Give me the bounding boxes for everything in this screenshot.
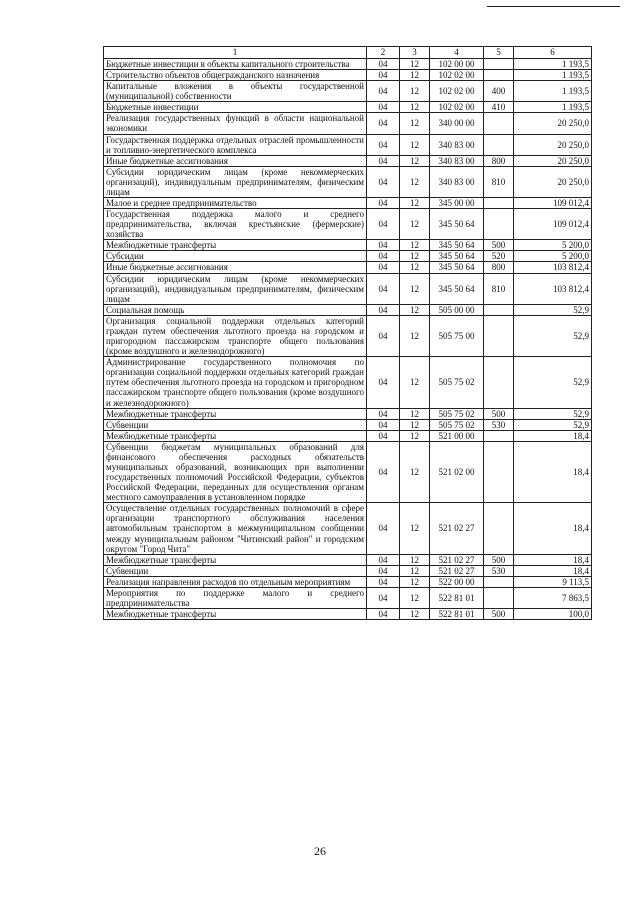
- table-row: [104, 554, 592, 565]
- expense-type-code: 500: [484, 554, 514, 565]
- expense-type-code: [484, 441, 514, 502]
- column-header: 6: [514, 47, 592, 59]
- target-article-code: 505 75 02: [430, 419, 484, 430]
- column-header: 5: [484, 47, 514, 59]
- subsection-code: 12: [400, 565, 430, 576]
- table-row: [104, 59, 592, 70]
- item-name: Субсидии юридическим лицам (кроме некоммерческих организаций), индивидуальным предпринимателям, физическим лицам: [104, 273, 367, 304]
- section-code: 04: [367, 262, 400, 273]
- expense-type-code: [484, 430, 514, 441]
- table-row: [104, 430, 592, 441]
- expense-type-code: [484, 357, 514, 408]
- section-code: 04: [367, 134, 400, 155]
- target-article-code: 522 00 00: [430, 576, 484, 587]
- subsection-code: 12: [400, 262, 430, 273]
- item-name: Бюджетные инвестиции в объекты капитального строительства: [104, 59, 367, 70]
- section-code: 04: [367, 565, 400, 576]
- amount: 5 200,0: [514, 240, 592, 251]
- expense-type-code: [484, 113, 514, 134]
- amount: 1 193,5: [514, 59, 592, 70]
- subsection-code: 12: [400, 419, 430, 430]
- target-article-code: 521 02 00: [430, 441, 484, 502]
- column-header: 4: [430, 47, 484, 59]
- subsection-code: 12: [400, 70, 430, 81]
- target-article-code: 345 50 64: [430, 262, 484, 273]
- item-name: Межбюджетные трансферты: [104, 609, 367, 620]
- item-name: Субвенции бюджетам муниципальных образований для финансового обеспечения расходных обязательств муниципальных образований, возникающих при выполнении государственных полномочий Российской Федерации, субъектов Российской Федерации, переданных для осуществления органам местного самоуправления в установленном порядке: [104, 441, 367, 502]
- table-row: [104, 273, 592, 304]
- item-name: Межбюджетные трансферты: [104, 430, 367, 441]
- amount: 20 250,0: [514, 134, 592, 155]
- table-row: [104, 251, 592, 262]
- target-article-code: 505 75 00: [430, 315, 484, 356]
- section-code: 04: [367, 209, 400, 240]
- top-rule: [487, 6, 620, 7]
- expense-type-code: 800: [484, 262, 514, 273]
- item-name: Межбюджетные трансферты: [104, 554, 367, 565]
- subsection-code: 12: [400, 240, 430, 251]
- amount: 52,9: [514, 304, 592, 315]
- section-code: 04: [367, 430, 400, 441]
- expense-type-code: 500: [484, 609, 514, 620]
- section-code: 04: [367, 408, 400, 419]
- table-row: [104, 102, 592, 113]
- expense-type-code: [484, 503, 514, 554]
- table-row: [104, 609, 592, 620]
- item-name: Малое и среднее предпринимательство: [104, 198, 367, 209]
- item-name: Субсидии юридическим лицам (кроме некоммерческих организаций), индивидуальным предпринимателям, физическим лицам: [104, 166, 367, 197]
- subsection-code: 12: [400, 441, 430, 502]
- subsection-code: 12: [400, 587, 430, 608]
- section-code: 04: [367, 113, 400, 134]
- subsection-code: 12: [400, 81, 430, 102]
- item-name: Организация социальной поддержки отдельных категорий граждан путем обеспечения льготного проезда на городском и пригородном пассажирском транспорте общего пользования (кроме воздушного и железнодорожного): [104, 315, 367, 356]
- table-row: [104, 565, 592, 576]
- amount: 18,4: [514, 565, 592, 576]
- section-code: 04: [367, 81, 400, 102]
- amount: 7 863,5: [514, 587, 592, 608]
- target-article-code: 102 02 00: [430, 81, 484, 102]
- table-row: [104, 81, 592, 102]
- target-article-code: 340 83 00: [430, 134, 484, 155]
- subsection-code: 12: [400, 408, 430, 419]
- table-row: [104, 357, 592, 408]
- table-row: [104, 198, 592, 209]
- item-name: Субвенции: [104, 419, 367, 430]
- amount: 1 193,5: [514, 102, 592, 113]
- section-code: 04: [367, 357, 400, 408]
- section-code: 04: [367, 503, 400, 554]
- amount: 18,4: [514, 503, 592, 554]
- item-name: Строительство объектов общегражданского назначения: [104, 70, 367, 81]
- section-code: 04: [367, 304, 400, 315]
- item-name: Реализация государственных функций в области национальной экономики: [104, 113, 367, 134]
- target-article-code: 505 00 00: [430, 304, 484, 315]
- subsection-code: 12: [400, 155, 430, 166]
- subsection-code: 12: [400, 430, 430, 441]
- table-row: [104, 304, 592, 315]
- subsection-code: 12: [400, 609, 430, 620]
- item-name: Иные бюджетные ассигнования: [104, 155, 367, 166]
- column-header: 2: [367, 47, 400, 59]
- target-article-code: 505 75 02: [430, 357, 484, 408]
- expense-type-code: [484, 209, 514, 240]
- amount: 20 250,0: [514, 113, 592, 134]
- expense-type-code: [484, 315, 514, 356]
- expense-type-code: 400: [484, 81, 514, 102]
- subsection-code: 12: [400, 198, 430, 209]
- expense-type-code: [484, 587, 514, 608]
- item-name: Иные бюджетные ассигнования: [104, 262, 367, 273]
- section-code: 04: [367, 273, 400, 304]
- page-number: 26: [314, 844, 326, 858]
- amount: 20 250,0: [514, 155, 592, 166]
- target-article-code: 102 02 00: [430, 102, 484, 113]
- section-code: 04: [367, 609, 400, 620]
- section-code: 04: [367, 155, 400, 166]
- amount: 18,4: [514, 554, 592, 565]
- expense-type-code: 800: [484, 155, 514, 166]
- budget-table: [103, 46, 592, 620]
- subsection-code: 12: [400, 59, 430, 70]
- table-row: [104, 262, 592, 273]
- subsection-code: 12: [400, 357, 430, 408]
- item-name: Социальная помощь: [104, 304, 367, 315]
- expense-type-code: [484, 304, 514, 315]
- target-article-code: 522 81 01: [430, 587, 484, 608]
- amount: 18,4: [514, 430, 592, 441]
- target-article-code: 345 50 64: [430, 251, 484, 262]
- target-article-code: 521 02 27: [430, 565, 484, 576]
- subsection-code: 12: [400, 102, 430, 113]
- target-article-code: 340 83 00: [430, 166, 484, 197]
- amount: 103 812,4: [514, 273, 592, 304]
- target-article-code: 345 50 64: [430, 209, 484, 240]
- section-code: 04: [367, 587, 400, 608]
- expense-type-code: 500: [484, 240, 514, 251]
- target-article-code: 345 50 64: [430, 273, 484, 304]
- table-row: [104, 134, 592, 155]
- table-row: [104, 587, 592, 608]
- item-name: Мероприятия по поддержке малого и среднего предпринимательства: [104, 587, 367, 608]
- item-name: Администрирование государственного полномочия по организации социальной поддержки отдельных категорий граждан путем обеспечения льготного проезда на городском и пригородном пассажирском транспорте общего пользования (кроме воздушного и железнодорожного): [104, 357, 367, 408]
- item-name: Субсидии: [104, 251, 367, 262]
- column-header: 3: [400, 47, 430, 59]
- table-row: [104, 576, 592, 587]
- target-article-code: 102 00 00: [430, 59, 484, 70]
- expense-type-code: [484, 134, 514, 155]
- table-row: [104, 209, 592, 240]
- expense-type-code: 810: [484, 166, 514, 197]
- section-code: 04: [367, 240, 400, 251]
- item-name: Государственная поддержка малого и среднего предпринимательства, включая крестьянские (фермерские) хозяйства: [104, 209, 367, 240]
- target-article-code: 345 50 64: [430, 240, 484, 251]
- section-code: 04: [367, 70, 400, 81]
- section-code: 04: [367, 251, 400, 262]
- subsection-code: 12: [400, 209, 430, 240]
- amount: 20 250,0: [514, 166, 592, 197]
- amount: 52,9: [514, 315, 592, 356]
- section-code: 04: [367, 554, 400, 565]
- subsection-code: 12: [400, 554, 430, 565]
- subsection-code: 12: [400, 113, 430, 134]
- item-name: Субвенции: [104, 565, 367, 576]
- target-article-code: 522 81 01: [430, 609, 484, 620]
- amount: 1 193,5: [514, 81, 592, 102]
- target-article-code: 505 75 02: [430, 408, 484, 419]
- expense-type-code: [484, 198, 514, 209]
- section-code: 04: [367, 59, 400, 70]
- expense-type-code: 810: [484, 273, 514, 304]
- expense-type-code: [484, 576, 514, 587]
- target-article-code: 340 83 00: [430, 155, 484, 166]
- subsection-code: 12: [400, 503, 430, 554]
- table-row: [104, 441, 592, 502]
- expense-type-code: 500: [484, 408, 514, 419]
- item-name: Межбюджетные трансферты: [104, 408, 367, 419]
- subsection-code: 12: [400, 304, 430, 315]
- amount: 109 012,4: [514, 198, 592, 209]
- amount: 52,9: [514, 408, 592, 419]
- item-name: Межбюджетные трансферты: [104, 240, 367, 251]
- table-body: [104, 59, 592, 620]
- item-name: Государственная поддержка отдельных отраслей промышленности и топливно-энергетического комплекса: [104, 134, 367, 155]
- table-header-row: [104, 47, 592, 59]
- section-code: 04: [367, 441, 400, 502]
- column-header: 1: [104, 47, 367, 59]
- subsection-code: 12: [400, 166, 430, 197]
- amount: 100,0: [514, 609, 592, 620]
- amount: 109 012,4: [514, 209, 592, 240]
- item-name: Осуществление отдельных государственных полномочий в сфере организации транспортного обслуживания населения автомобильным транспортом в межмуниципальном сообщении между муниципальным районом "Читинский район" и городским округом "Город Чита": [104, 503, 367, 554]
- subsection-code: 12: [400, 251, 430, 262]
- expense-type-code: 520: [484, 251, 514, 262]
- target-article-code: 521 02 27: [430, 554, 484, 565]
- expense-type-code: 530: [484, 419, 514, 430]
- table-row: [104, 503, 592, 554]
- table-row: [104, 240, 592, 251]
- amount: 52,9: [514, 357, 592, 408]
- table-row: [104, 166, 592, 197]
- target-article-code: 345 00 00: [430, 198, 484, 209]
- expense-type-code: 530: [484, 565, 514, 576]
- amount: 18,4: [514, 441, 592, 502]
- target-article-code: 521 02 27: [430, 503, 484, 554]
- table-row: [104, 113, 592, 134]
- subsection-code: 12: [400, 315, 430, 356]
- subsection-code: 12: [400, 576, 430, 587]
- amount: 1 193,5: [514, 70, 592, 81]
- target-article-code: 340 00 00: [430, 113, 484, 134]
- section-code: 04: [367, 419, 400, 430]
- section-code: 04: [367, 102, 400, 113]
- amount: 52,9: [514, 419, 592, 430]
- table-row: [104, 70, 592, 81]
- section-code: 04: [367, 166, 400, 197]
- item-name: Реализация направления расходов по отдельным мероприятиям: [104, 576, 367, 587]
- table-row: [104, 155, 592, 166]
- subsection-code: 12: [400, 134, 430, 155]
- expense-type-code: [484, 59, 514, 70]
- item-name: Бюджетные инвестиции: [104, 102, 367, 113]
- subsection-code: 12: [400, 273, 430, 304]
- table-row: [104, 315, 592, 356]
- target-article-code: 521 00 00: [430, 430, 484, 441]
- target-article-code: 102 02 00: [430, 70, 484, 81]
- amount: 103 812,4: [514, 262, 592, 273]
- amount: 9 113,5: [514, 576, 592, 587]
- section-code: 04: [367, 315, 400, 356]
- table-row: [104, 419, 592, 430]
- item-name: Капитальные вложения в объекты государственной (муниципальной) собственности: [104, 81, 367, 102]
- table-row: [104, 408, 592, 419]
- section-code: 04: [367, 576, 400, 587]
- amount: 5 200,0: [514, 251, 592, 262]
- expense-type-code: 410: [484, 102, 514, 113]
- expense-type-code: [484, 70, 514, 81]
- section-code: 04: [367, 198, 400, 209]
